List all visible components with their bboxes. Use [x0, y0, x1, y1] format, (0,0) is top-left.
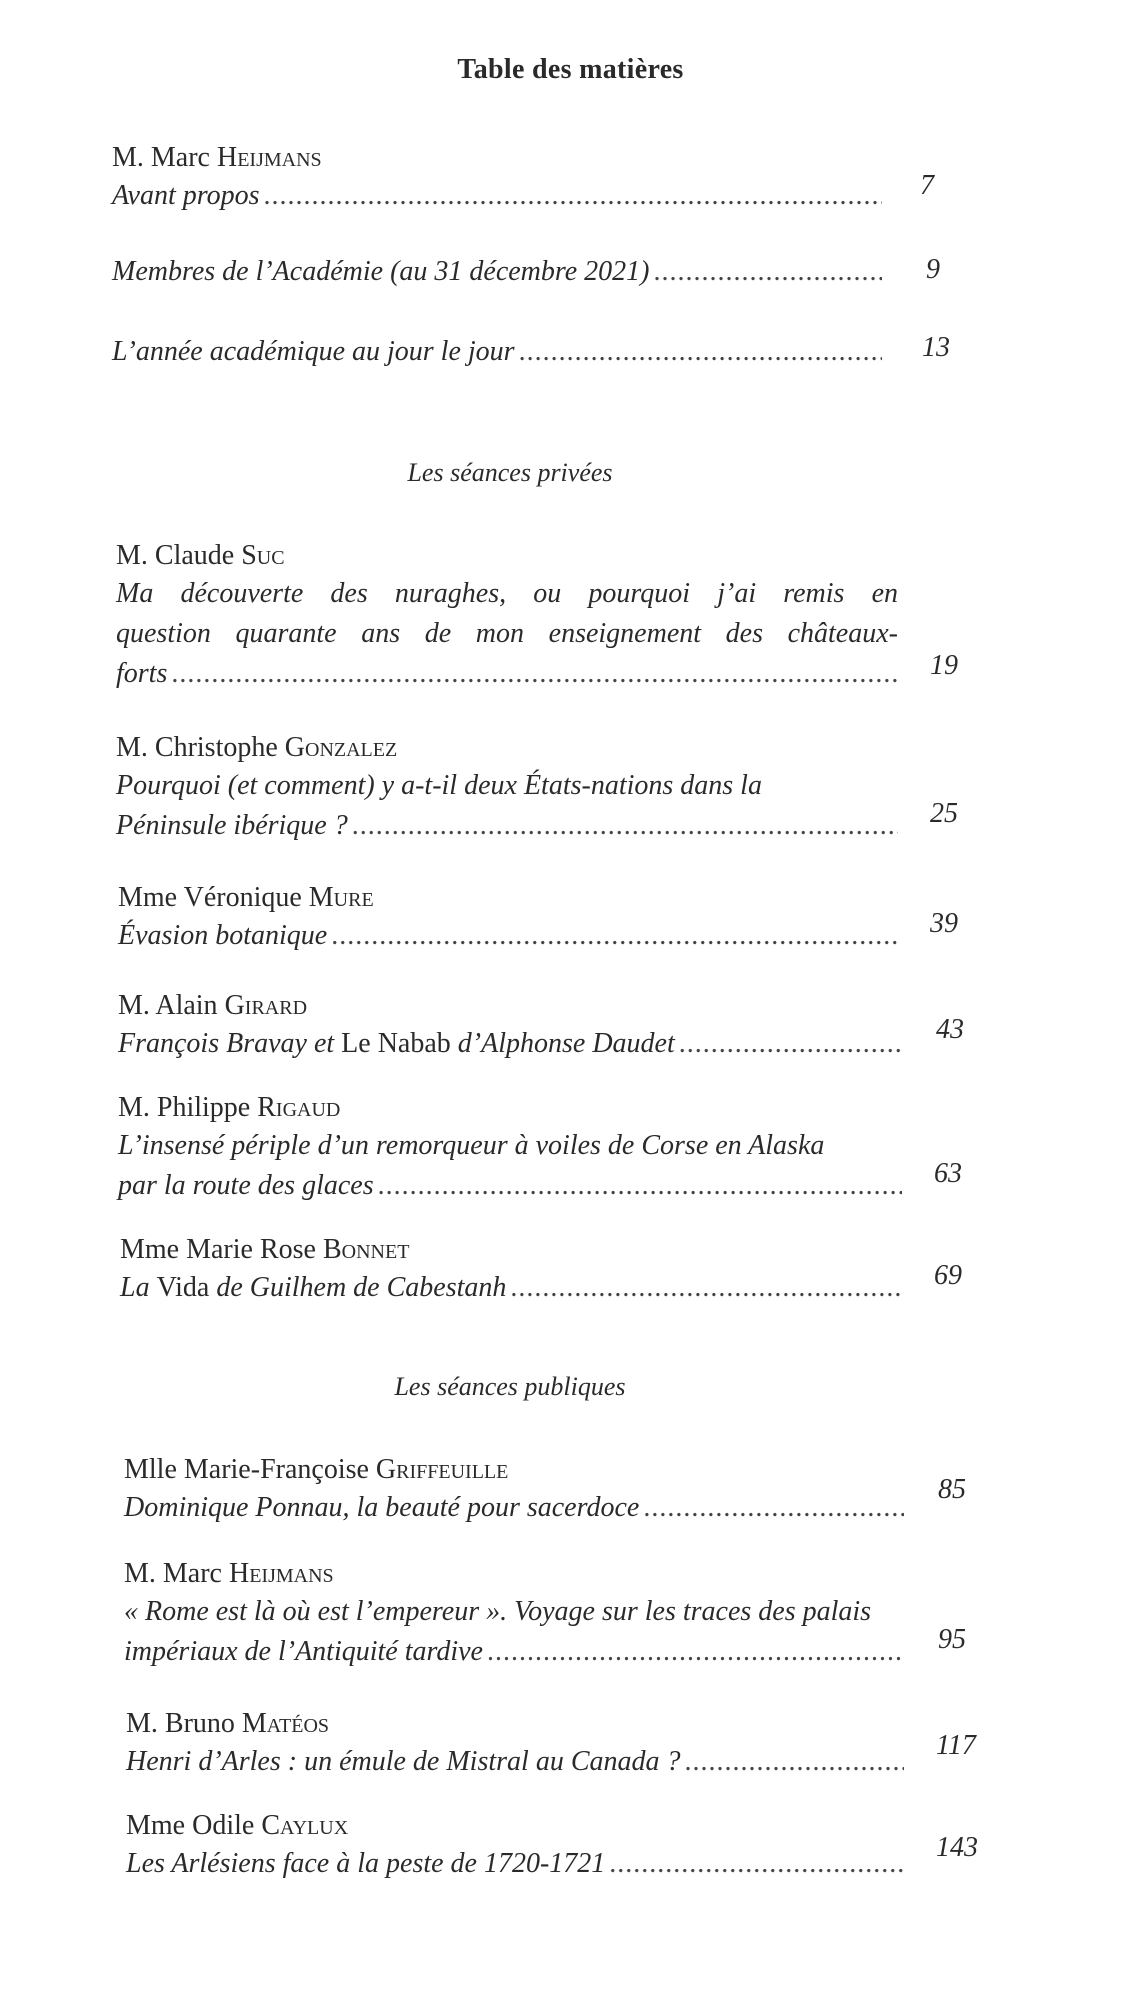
entry-title: L’année académique au jour le jour .....	[112, 332, 882, 372]
entry-page-number: 9	[926, 254, 940, 285]
toc-entry	[126, 1808, 904, 1884]
toc-entry	[120, 1232, 902, 1308]
entry-page-number: 7	[920, 170, 934, 201]
entry-title: Avant propos .....	[112, 176, 882, 216]
entry-title: Les Arlésiens face à la peste de 1720-1721 .....	[126, 1844, 904, 1884]
entry-page-number: 117	[936, 1730, 976, 1761]
entry-title: Membres de l’Académie (au 31 décembre 2021) .....	[112, 252, 882, 292]
toc-entry	[118, 988, 900, 1064]
entry-page-number: 43	[936, 1014, 964, 1045]
toc-entry	[124, 1556, 904, 1672]
entry-author: M. Christophe Gonzalez	[116, 732, 398, 763]
entry-author: M. Marc Heijmans	[124, 1558, 334, 1589]
entry-page-number: 85	[938, 1474, 966, 1505]
entry-author: M. Philippe Rigaud	[118, 1092, 341, 1123]
entry-title-line: L’insensé périple d’un remorqueur à voiles de Corse en Alaska	[118, 1130, 825, 1161]
entry-author: Mme Marie Rose Bonnet	[120, 1234, 410, 1265]
entry-author: M. Alain Girard	[118, 990, 308, 1021]
entry-page-number: 25	[930, 798, 958, 829]
entry-title-line: question quarante ans de mon enseignement des châteaux-	[116, 618, 898, 649]
entry-title-line: « Rome est là où est l’empereur ». Voyage sur les traces des palais	[124, 1596, 872, 1627]
entry-title: Dominique Ponnau, la beauté pour sacerdoce .....	[124, 1488, 904, 1528]
entry-title: Évasion botanique .....	[118, 916, 898, 956]
toc-entry	[118, 1090, 902, 1206]
entry-author: Mme Véronique Mure	[118, 882, 374, 913]
entry-title: Henri d’Arles : un émule de Mistral au Canada ? .....	[126, 1742, 904, 1782]
toc-entry	[112, 252, 882, 292]
entry-page-number: 69	[934, 1260, 962, 1291]
toc-entry	[116, 730, 898, 846]
entry-title: par la route des glaces .....	[118, 1166, 902, 1206]
section-heading-public: Les séances publiques	[394, 1372, 626, 1401]
entry-title: La Vida de Guilhem de Cabestanh .....	[120, 1268, 902, 1308]
toc-entry	[112, 332, 882, 372]
toc-entry	[124, 1452, 904, 1528]
toc-entry	[126, 1706, 904, 1782]
entry-page-number: 19	[930, 650, 958, 681]
entry-title: forts .....	[116, 654, 898, 694]
entry-author: Mme Odile Caylux	[126, 1810, 349, 1841]
entry-author: M. Bruno Matéos	[126, 1708, 330, 1739]
entry-author: Mlle Marie-Françoise Griffeuille	[124, 1454, 509, 1485]
entry-page-number: 95	[938, 1624, 966, 1655]
toc-entry	[112, 140, 882, 216]
entry-title: François Bravay et Le Nabab d’Alphonse Daudet .....	[118, 1024, 900, 1064]
entry-author: M. Marc Heijmans	[112, 142, 322, 173]
entry-page-number: 39	[930, 908, 958, 939]
toc-entry	[116, 538, 898, 694]
entry-title-line: Ma découverte des nuraghes, ou pourquoi j’ai remis en	[116, 578, 898, 609]
entry-page-number: 13	[922, 332, 950, 363]
entry-page-number: 63	[934, 1158, 962, 1189]
section-heading-private: Les séances privées	[407, 458, 613, 487]
entry-author: M. Claude Suc	[116, 540, 285, 571]
entry-title-line: Pourquoi (et comment) y a-t-il deux États-nations dans la	[116, 770, 762, 801]
toc-entry	[118, 880, 898, 956]
entry-title: Péninsule ibérique ? .....	[116, 806, 898, 846]
entry-page-number: 143	[936, 1832, 978, 1863]
entry-title: impériaux de l’Antiquité tardive .....	[124, 1632, 904, 1672]
page-title: Table des matières	[457, 54, 684, 85]
